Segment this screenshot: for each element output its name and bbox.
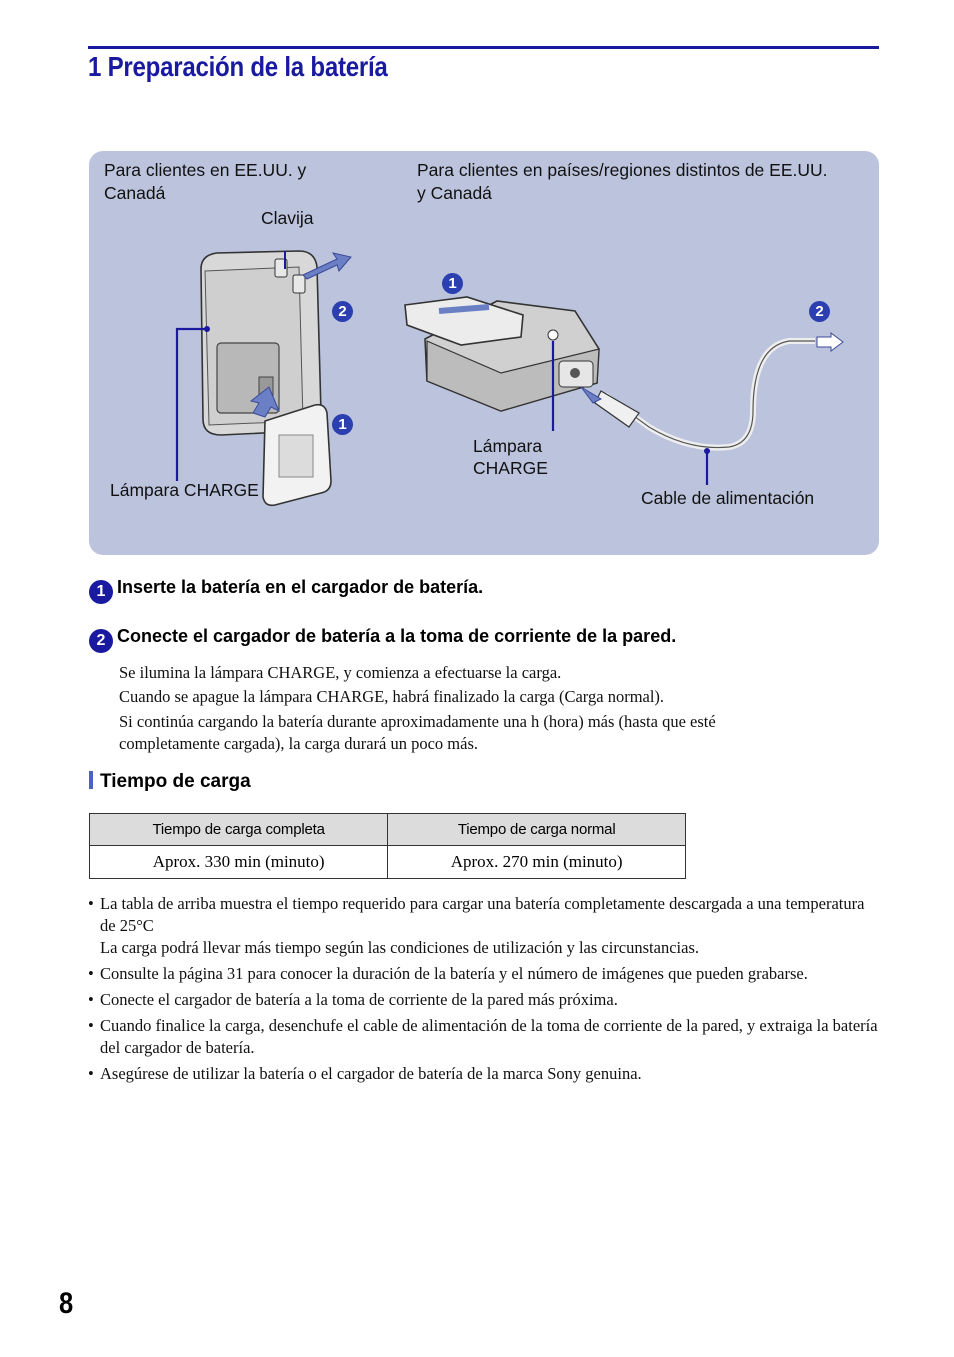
step-2-detail-3: Si continúa cargando la batería durante aproximadamente una h (hora) más (hasta que esté completamente cargada), la carga durará un poco más. <box>119 712 716 753</box>
heading-bar <box>89 771 93 789</box>
plug-label: Clavija <box>261 208 314 228</box>
table-cell-normal: Aprox. 270 min (minuto) <box>388 846 686 879</box>
note-text: La tabla de arriba muestra el tiempo requerido para cargar una batería completamente descargada a una temperatura de 25°C <box>100 894 865 935</box>
note-text: Conecte el cargador de batería a la toma de corriente de la pared más próxima. <box>100 990 618 1009</box>
step-2-detail-1: Se ilumina la lámpara CHARGE, y comienza a efectuarse la carga. <box>119 663 562 682</box>
step-1-text: Inserte la batería en el cargador de batería. <box>117 577 484 597</box>
note-subtext: La carga podrá llevar más tiempo según las condiciones de utilización y las circunstancias. <box>100 938 699 957</box>
step-marker-1-left: 1 <box>332 414 353 435</box>
table-header-full: Tiempo de carga completa <box>90 814 388 846</box>
step-1-number: 1 <box>89 580 113 604</box>
step-marker-1-right: 1 <box>442 273 463 294</box>
title-rule <box>88 46 879 49</box>
charger-illustration <box>89 151 879 555</box>
note-text: Consulte la página 31 para conocer la duración de la batería y el número de imágenes que pueden grabarse. <box>100 964 808 983</box>
other-regions-caption: Para clientes en países/regiones distintos de EE.UU. y Canadá <box>417 160 828 203</box>
us-canada-caption: Para clientes en EE.UU. y Canadá <box>104 160 307 203</box>
us-charger-icon <box>177 251 351 505</box>
step-1 <box>89 577 483 604</box>
step-2-detail-2: Cuando se apague la lámpara CHARGE, habrá finalizado la carga (Carga normal). <box>119 687 665 706</box>
table-header-normal: Tiempo de carga normal <box>388 814 686 846</box>
note-text: Asegúrese de utilizar la batería o el cargador de batería de la marca Sony genuina. <box>100 1064 642 1083</box>
charge-lamp-label-right-1: Lámpara <box>473 436 543 456</box>
note-text: Cuando finalice la carga, desenchufe el cable de alimentación de la toma de corriente de la pared, y extraiga la batería del cargador de batería. <box>100 1016 878 1057</box>
page-title: 1 Preparación de la batería <box>88 51 388 82</box>
note-item <box>88 893 878 959</box>
page-number: 8 <box>59 1287 74 1320</box>
note-item <box>88 963 878 985</box>
charge-lamp-label-left: Lámpara CHARGE <box>110 480 259 500</box>
intl-charger-icon <box>405 297 843 485</box>
notes-list <box>88 893 878 1089</box>
note-item <box>88 1015 878 1059</box>
table-row <box>90 846 686 879</box>
step-marker-2-right: 2 <box>809 301 830 322</box>
charge-time-table <box>89 813 686 879</box>
step-2 <box>89 626 676 653</box>
charge-time-heading <box>89 771 251 793</box>
note-item <box>88 989 878 1011</box>
charge-lamp-label-right-2: CHARGE <box>473 458 548 478</box>
step-2-number: 2 <box>89 629 113 653</box>
note-item <box>88 1063 878 1085</box>
charge-time-heading-text: Tiempo de carga <box>100 771 251 792</box>
power-cable-label: Cable de alimentación <box>641 488 815 508</box>
table-cell-full: Aprox. 330 min (minuto) <box>90 846 388 879</box>
step-marker-2-left: 2 <box>332 301 353 322</box>
step-2-text: Conecte el cargador de batería a la toma de corriente de la pared. <box>117 626 677 646</box>
